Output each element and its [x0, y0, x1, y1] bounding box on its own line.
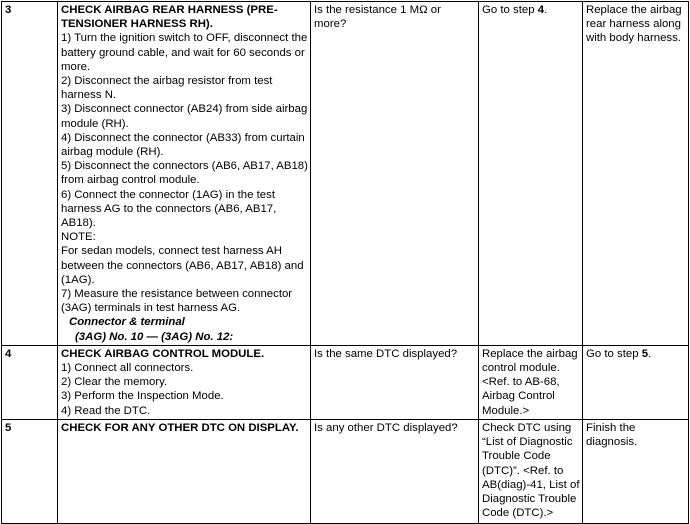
- step-procedure: [58, 2, 311, 346]
- instruction-item: 2) Disconnect the airbag resistor from test harness N.: [61, 75, 273, 102]
- table-row-step-5: [2, 419, 689, 523]
- step-title: CHECK AIRBAG REAR HARNESS (PRE-TENSIONER HARNESS RH).: [61, 4, 278, 31]
- check-cell: Is the resistance 1 MΩ or more?: [311, 2, 479, 346]
- connector-terminal-label: Connector & terminal: [69, 316, 185, 329]
- instruction-list: [61, 31, 308, 230]
- table-row-step-3: [2, 2, 689, 346]
- check-cell: Is any other DTC displayed?: [311, 419, 479, 523]
- yes-cell: Replace the airbag control module. <Ref. to AB-68, Airbag Control Module.>: [479, 345, 583, 419]
- no-step-ref: 5: [641, 347, 649, 360]
- instruction-item: 1) Turn the ignition switch to OFF, disconnect the battery ground cable, and wait for 60 seconds or more.: [61, 32, 308, 73]
- step-number: 5: [2, 419, 58, 523]
- step-title: CHECK AIRBAG CONTROL MODULE.: [61, 347, 265, 360]
- instruction-item: 1) Connect all connectors.: [61, 362, 194, 375]
- diagnostic-table: [1, 1, 689, 524]
- step-number: 3: [2, 2, 58, 346]
- check-cell: Is the same DTC displayed?: [311, 345, 479, 419]
- instruction-item: 6) Connect the connector (1AG) in the test harness AG to the connectors (AB6, AB17, AB18).: [61, 188, 277, 230]
- yes-cell: [479, 2, 583, 346]
- instruction-item: 2) Clear the memory.: [61, 376, 168, 389]
- table-row-step-4: [2, 345, 689, 419]
- instruction-list: [61, 361, 308, 418]
- instruction-item: 4) Disconnect the connector (AB33) from curtain airbag module (RH).: [61, 131, 305, 159]
- yes-suffix: .: [544, 4, 548, 16]
- connector-terminal-value: (3AG) No. 10 — (3AG) No. 12:: [75, 330, 234, 343]
- no-cell: Replace the airbag rear harness along with body harness.: [583, 2, 689, 346]
- instruction-item: 3) Disconnect connector (AB24) from side airbag module (RH).: [61, 103, 308, 130]
- step-procedure: [58, 345, 311, 419]
- no-prefix: Go to step: [586, 347, 642, 360]
- no-cell: [583, 345, 689, 419]
- instruction-item: 3) Perform the Inspection Mode.: [61, 390, 224, 403]
- step-number: 4: [2, 345, 58, 419]
- step-procedure: [58, 419, 311, 523]
- note-text: For sedan models, connect test harness AH between the connectors (AB6, AB17, AB18) and (1AG).: [61, 245, 304, 286]
- no-suffix: .: [648, 347, 652, 360]
- instruction-item: 4) Read the DTC.: [61, 404, 151, 417]
- note-label: NOTE:: [61, 231, 96, 244]
- no-cell: Finish the diagnosis.: [583, 419, 689, 523]
- yes-prefix: Go to step: [482, 4, 538, 16]
- yes-cell: Check DTC using “List of Diagnostic Trouble Code (DTC)”. <Ref. to AB(diag)-41, List of Diagnostic Trouble Code (DTC).>: [479, 419, 583, 523]
- instruction-item: 7) Measure the resistance between connector (3AG) terminals in test harness AG.: [61, 288, 293, 315]
- instruction-item: 5) Disconnect the connectors (AB6, AB17, AB18) from airbag control module.: [61, 160, 308, 187]
- yes-step-ref: 4: [537, 4, 545, 16]
- step-title: CHECK FOR ANY OTHER DTC ON DISPLAY.: [61, 421, 299, 434]
